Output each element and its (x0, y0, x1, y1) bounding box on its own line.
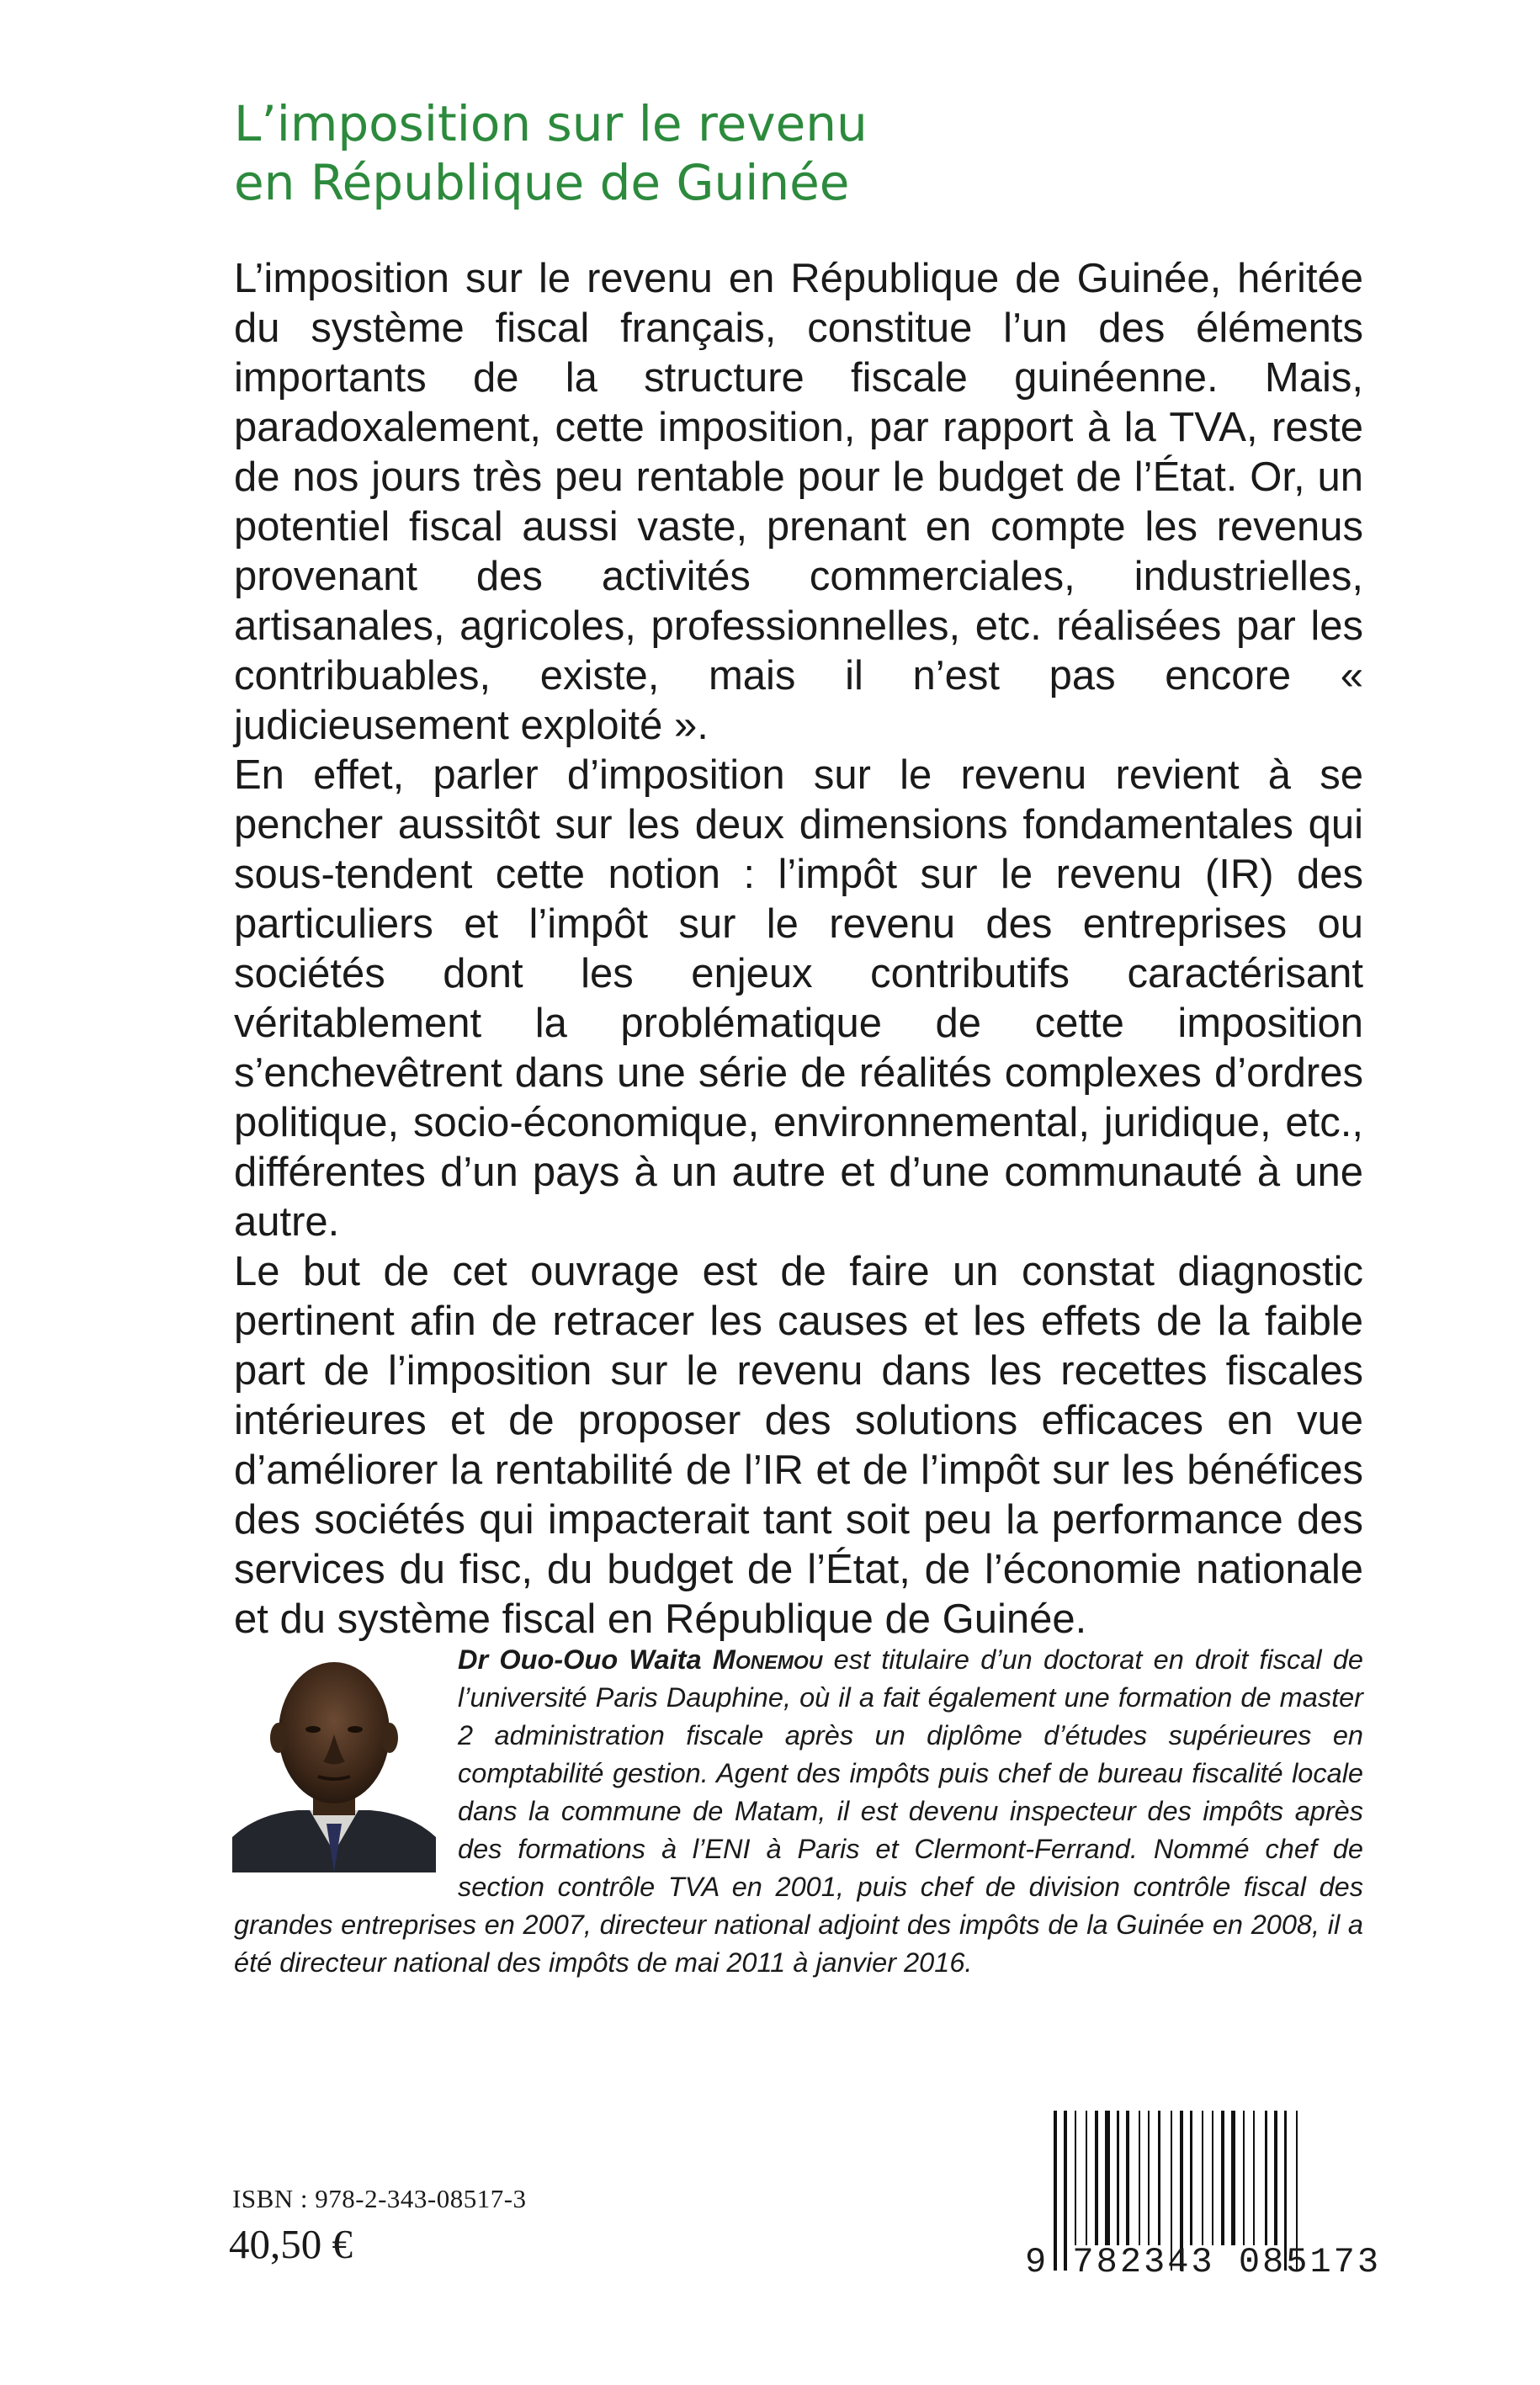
barcode-bar (1095, 2111, 1098, 2245)
author-name-prefix: Dr Ouo-Ouo Waita (458, 1644, 713, 1675)
barcode-bar (1243, 2111, 1245, 2245)
barcode-bar (1221, 2111, 1224, 2245)
barcode-bar (1231, 2111, 1235, 2245)
barcode-bar (1202, 2111, 1203, 2245)
barcode-bar (1117, 2111, 1119, 2245)
barcode-bar (1190, 2111, 1192, 2245)
barcode-bar (1158, 2111, 1160, 2245)
price-label: 40,50 € (229, 2221, 353, 2267)
isbn-label: ISBN : 978-2-343-08517-3 (232, 2184, 527, 2213)
book-title-line-2: en République de Guinée (234, 154, 850, 211)
barcode-bar (1148, 2111, 1150, 2245)
barcode-bar (1265, 2111, 1267, 2245)
photo-spacer (234, 1641, 458, 1887)
book-title-line-1: L’imposition sur le revenu (234, 95, 868, 152)
barcode-bar (1212, 2111, 1213, 2245)
summary-paragraph-3: Le but de cet ouvrage est de faire un constat diagnostic pertinent afin de retracer les causes et les effets de la faible part de l’imposition sur le revenu dans les recettes fiscales intérieures et de proposer des solutions efficaces en vue d’améliorer la rentabilité de l’IR et de l’impôt sur les bénéfices des sociétés qui impacterait tant soit peu la performance des services du fisc, du budget de l’État, de l’économie nationale et du système fiscal en République de Guinée. (234, 1249, 1363, 1642)
author-surname: Monemou (712, 1644, 823, 1675)
barcode-bar (1086, 2111, 1087, 2245)
barcode-bar (1274, 2111, 1277, 2245)
author-bio-text: est titulaire d’un doctorat en droit fiscal de l’université Paris Dauphine, où il a fait également une formation de master 2 administration fiscale après un diplôme d’études supérieures en comptabilité gestion. Agent des impôts puis chef de bureau fiscalité locale dans la commune de Matam, il est devenu inspecteur des impôts après des formations à l’ENI à Paris et Clermont-Ferrand. Nommé chef de section contrôle TVA en 2001, puis chef de division contrôle fiscal des grandes entreprises en 2007, directeur national adjoint des impôts de la Guinée en 2008, il a été directeur national des impôts de mai 2011 à janvier 2016. (234, 1644, 1363, 1978)
barcode-digits: 9 782343 085173 (1025, 2242, 1382, 2282)
author-name (458, 1644, 822, 1675)
author-biography (234, 1641, 1363, 1982)
barcode-bar (1139, 2111, 1140, 2245)
summary-paragraph-2: En effet, parler d’imposition sur le revenu revient à se pencher aussitôt sur les deux dimensions fondamentales qui sous-tendent cette notion : l’impôt sur le revenu (IR) des particuliers et l’impôt sur le revenu des entreprises ou sociétés dont les enjeux contributifs caractérisant véritablement la problématique de cette imposition s’enchevêtrent dans une série de réalités complexes d’ordres politique, socio-économique, environnemental, juridique, etc., différentes d’un pays à un autre et d’une communauté à une autre. (234, 752, 1363, 1245)
book-title (234, 94, 1328, 212)
book-summary (234, 254, 1363, 1644)
barcode-bar (1105, 2111, 1110, 2245)
barcode-bar (1126, 2111, 1129, 2245)
barcode-bar (1253, 2111, 1255, 2245)
barcode-bar (1075, 2111, 1076, 2245)
summary-paragraph-1: L’imposition sur le revenu en République de Guinée, héritée du système fiscal français, constitue l’un des éléments importants de la structure fiscale guinéenne. Mais, paradoxalement, cette imposition, par rapport à la TVA, reste de nos jours très peu rentable pour le budget de l’État. Or, un potentiel fiscal aussi vaste, prenant en compte les revenus provenant des activités commerciales, industrielles, artisanales, agricoles, professionnelles, etc. réalisées par les contribuables, existe, mais il n’est pas encore « judicieusement exploité ». (234, 256, 1363, 748)
